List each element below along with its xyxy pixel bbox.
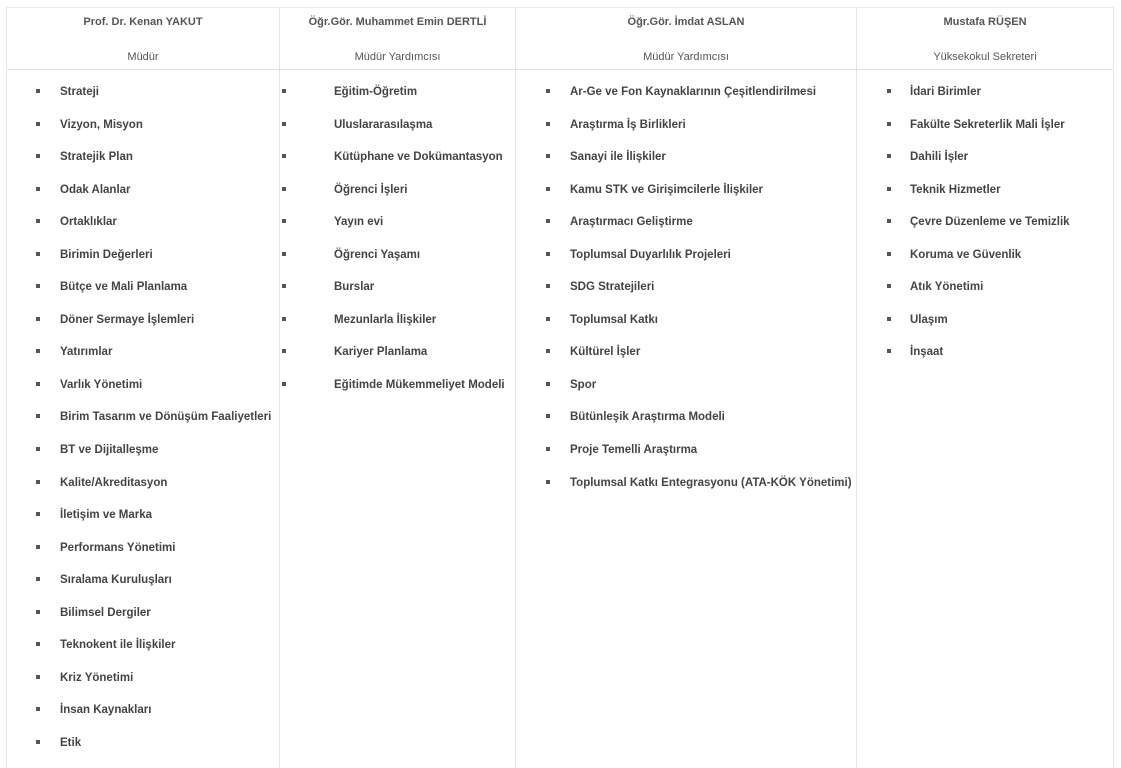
list-item: [7, 635, 279, 668]
person-role: Yüksekokul Sekreteri: [933, 51, 1037, 63]
list-item-label: Atık Yönetimi: [910, 281, 984, 294]
list-item: [7, 115, 279, 148]
list-item: [7, 733, 279, 766]
responsibility-table: [6, 7, 1114, 768]
list-item-label: Ar-Ge ve Fon Kaynaklarının Çeşitlendirilmesi: [570, 86, 817, 98]
list-item: [280, 277, 515, 310]
duty-list: [7, 70, 279, 765]
bullet-icon: [36, 480, 40, 484]
list-item-label: Uluslararasılaşma: [334, 118, 433, 131]
list-item: [280, 212, 515, 245]
list-item: [7, 277, 279, 310]
column-director: [7, 8, 280, 768]
bullet-icon: [546, 252, 550, 256]
bullet-icon: [887, 349, 891, 353]
list-item: [280, 375, 515, 408]
bullet-icon: [546, 219, 550, 223]
bullet-icon: [282, 154, 286, 158]
list-item-label: Toplumsal Katkı: [570, 313, 658, 326]
bullet-icon: [36, 610, 40, 614]
list-item: [280, 115, 515, 148]
list-item: [280, 147, 515, 180]
bullet-icon: [282, 382, 286, 386]
bullet-icon: [36, 187, 40, 191]
list-item: [7, 147, 279, 180]
duty-list: [857, 70, 1113, 375]
list-item: [516, 147, 856, 180]
bullet-icon: [282, 284, 286, 288]
list-item: [516, 180, 856, 213]
list-item-label: Dahili İşler: [910, 151, 969, 164]
person-role: Müdür Yardımcısı: [354, 51, 441, 63]
bullet-icon: [282, 187, 286, 191]
list-item: [7, 375, 279, 408]
list-item: [857, 342, 1113, 375]
list-item-label: Bütünleşik Araştırma Modeli: [570, 411, 725, 424]
list-item: [516, 473, 856, 506]
list-item: [7, 82, 279, 115]
bullet-icon: [546, 154, 550, 158]
list-item: [7, 212, 279, 245]
person-name: Prof. Dr. Kenan YAKUT: [83, 16, 203, 28]
bullet-icon: [36, 154, 40, 158]
list-item: [516, 82, 856, 115]
list-item-label: İnşaat: [910, 346, 944, 359]
list-item: [857, 147, 1113, 180]
list-item-label: Koruma ve Güvenlik: [910, 248, 1022, 261]
list-item: [280, 82, 515, 115]
bullet-icon: [36, 707, 40, 711]
bullet-icon: [546, 382, 550, 386]
list-item-label: Öğrenci Yaşamı: [334, 248, 421, 261]
list-item: [516, 277, 856, 310]
list-item-label: Araştırmacı Geliştirme: [570, 216, 693, 229]
list-item: [7, 440, 279, 473]
list-item-label: Odak Alanlar: [60, 183, 131, 196]
list-item-label: Varlık Yönetimi: [60, 378, 143, 391]
bullet-icon: [546, 480, 550, 484]
bullet-icon: [887, 219, 891, 223]
list-item-label: Vizyon, Misyon: [60, 118, 143, 131]
list-item: [857, 310, 1113, 343]
list-item-label: Strateji: [60, 86, 99, 98]
list-item-label: Performans Yönetimi: [60, 541, 176, 554]
bullet-icon: [36, 512, 40, 516]
person-name: Öğr.Gör. İmdat ASLAN: [627, 16, 745, 28]
person-role: Müdür Yardımcısı: [643, 51, 729, 63]
column-header: [7, 8, 279, 70]
bullet-icon: [36, 414, 40, 418]
list-item: [7, 538, 279, 571]
bullet-icon: [36, 252, 40, 256]
list-item: [7, 245, 279, 278]
bullet-icon: [36, 577, 40, 581]
list-item: [7, 668, 279, 701]
person-role: Müdür: [127, 51, 159, 63]
list-item-label: Teknokent ile İlişkiler: [60, 639, 176, 652]
list-item-label: Sıralama Kuruluşları: [60, 574, 172, 587]
bullet-icon: [282, 219, 286, 223]
duty-list: [516, 70, 856, 505]
bullet-icon: [36, 675, 40, 679]
list-item-label: Döner Sermaye İşlemleri: [60, 313, 195, 326]
column-deputy-1: [280, 8, 516, 768]
list-item: [7, 603, 279, 636]
list-item: [516, 407, 856, 440]
list-item: [7, 505, 279, 538]
list-item-label: İnsan Kaynakları: [60, 704, 152, 717]
bullet-icon: [36, 349, 40, 353]
bullet-icon: [36, 284, 40, 288]
list-item-label: Araştırma İş Birlikleri: [570, 118, 686, 131]
list-item-label: Kültürel İşler: [570, 346, 641, 359]
list-item: [516, 342, 856, 375]
bullet-icon: [36, 382, 40, 386]
bullet-icon: [887, 187, 891, 191]
list-item-label: Kriz Yönetimi: [60, 671, 134, 684]
list-item-label: Kamu STK ve Girişimcilerle İlişkiler: [570, 183, 764, 196]
person-name: Öğr.Gör. Muhammet Emin DERTLİ: [308, 16, 487, 28]
bullet-icon: [282, 317, 286, 321]
list-item: [857, 82, 1113, 115]
list-item-label: Çevre Düzenleme ve Temizlik: [910, 216, 1070, 229]
bullet-icon: [36, 740, 40, 744]
bullet-icon: [546, 349, 550, 353]
bullet-icon: [546, 122, 550, 126]
bullet-icon: [36, 545, 40, 549]
list-item-label: Spor: [570, 378, 597, 391]
bullet-icon: [887, 154, 891, 158]
list-item-label: SDG Stratejileri: [570, 281, 655, 294]
bullet-icon: [282, 349, 286, 353]
bullet-icon: [36, 89, 40, 93]
list-item-label: Yatırımlar: [60, 346, 113, 359]
bullet-icon: [887, 89, 891, 93]
list-item-label: Eğitim-Öğretim: [334, 86, 418, 98]
column-header: [280, 8, 515, 70]
list-item: [280, 180, 515, 213]
list-item: [516, 310, 856, 343]
list-item-label: İletişim ve Marka: [60, 509, 153, 522]
list-item-label: Ulaşım: [910, 313, 948, 326]
list-item: [857, 212, 1113, 245]
list-item: [516, 245, 856, 278]
bullet-icon: [887, 317, 891, 321]
bullet-icon: [282, 89, 286, 93]
list-item: [516, 212, 856, 245]
list-item-label: Stratejik Plan: [60, 151, 133, 164]
list-item: [7, 342, 279, 375]
list-item-label: Bilimsel Dergiler: [60, 606, 151, 619]
column-header: [857, 8, 1113, 70]
list-item-label: Mezunlarla İlişkiler: [334, 313, 437, 326]
list-item: [7, 700, 279, 733]
list-item-label: İdari Birimler: [910, 86, 981, 98]
list-item-label: Eğitimde Mükemmeliyet Modeli: [334, 378, 505, 391]
bullet-icon: [36, 642, 40, 646]
bullet-icon: [546, 89, 550, 93]
list-item-label: Etik: [60, 736, 82, 749]
list-item: [7, 570, 279, 603]
list-item-label: BT ve Dijitalleşme: [60, 444, 159, 457]
list-item-label: Kalite/Akreditasyon: [60, 476, 168, 489]
bullet-icon: [887, 252, 891, 256]
column-header: [516, 8, 856, 70]
list-item-label: Yayın evi: [334, 216, 384, 229]
bullet-icon: [36, 447, 40, 451]
list-item-label: Bütçe ve Mali Planlama: [60, 281, 188, 294]
list-item-label: Kütüphane ve Dokümantasyon: [334, 151, 503, 164]
list-item: [280, 310, 515, 343]
bullet-icon: [36, 219, 40, 223]
list-item-label: Teknik Hizmetler: [910, 183, 1001, 196]
bullet-icon: [546, 414, 550, 418]
bullet-icon: [887, 122, 891, 126]
bullet-icon: [282, 122, 286, 126]
list-item-label: Burslar: [334, 281, 375, 294]
bullet-icon: [282, 252, 286, 256]
bullet-icon: [36, 317, 40, 321]
bullet-icon: [887, 284, 891, 288]
list-item: [7, 407, 279, 440]
list-item: [280, 245, 515, 278]
list-item-label: Sanayi ile İlişkiler: [570, 151, 666, 164]
duty-list: [280, 70, 515, 407]
list-item: [7, 473, 279, 506]
list-item: [7, 180, 279, 213]
person-name: Mustafa RÜŞEN: [943, 16, 1027, 28]
list-item: [857, 245, 1113, 278]
list-item: [516, 115, 856, 148]
list-item-label: Öğrenci İşleri: [334, 183, 408, 196]
list-item-label: Proje Temelli Araştırma: [570, 444, 698, 457]
list-item-label: Toplumsal Duyarlılık Projeleri: [570, 248, 731, 261]
bullet-icon: [546, 187, 550, 191]
list-item: [857, 180, 1113, 213]
bullet-icon: [546, 284, 550, 288]
column-secretary: [857, 8, 1113, 768]
list-item-label: Kariyer Planlama: [334, 346, 428, 359]
list-item-label: Toplumsal Katkı Entegrasyonu (ATA-KÖK Yönetimi): [570, 476, 852, 489]
list-item-label: Ortaklıklar: [60, 216, 117, 229]
column-deputy-2: [516, 8, 857, 768]
list-item-label: Birim Tasarım ve Dönüşüm Faaliyetleri: [60, 411, 272, 424]
bullet-icon: [36, 122, 40, 126]
list-item: [516, 375, 856, 408]
list-item: [280, 342, 515, 375]
list-item-label: Birimin Değerleri: [60, 248, 153, 261]
bullet-icon: [546, 447, 550, 451]
list-item: [516, 440, 856, 473]
bullet-icon: [546, 317, 550, 321]
list-item: [857, 115, 1113, 148]
list-item-label: Fakülte Sekreterlik Mali İşler: [910, 118, 1065, 131]
list-item: [7, 310, 279, 343]
list-item: [857, 277, 1113, 310]
